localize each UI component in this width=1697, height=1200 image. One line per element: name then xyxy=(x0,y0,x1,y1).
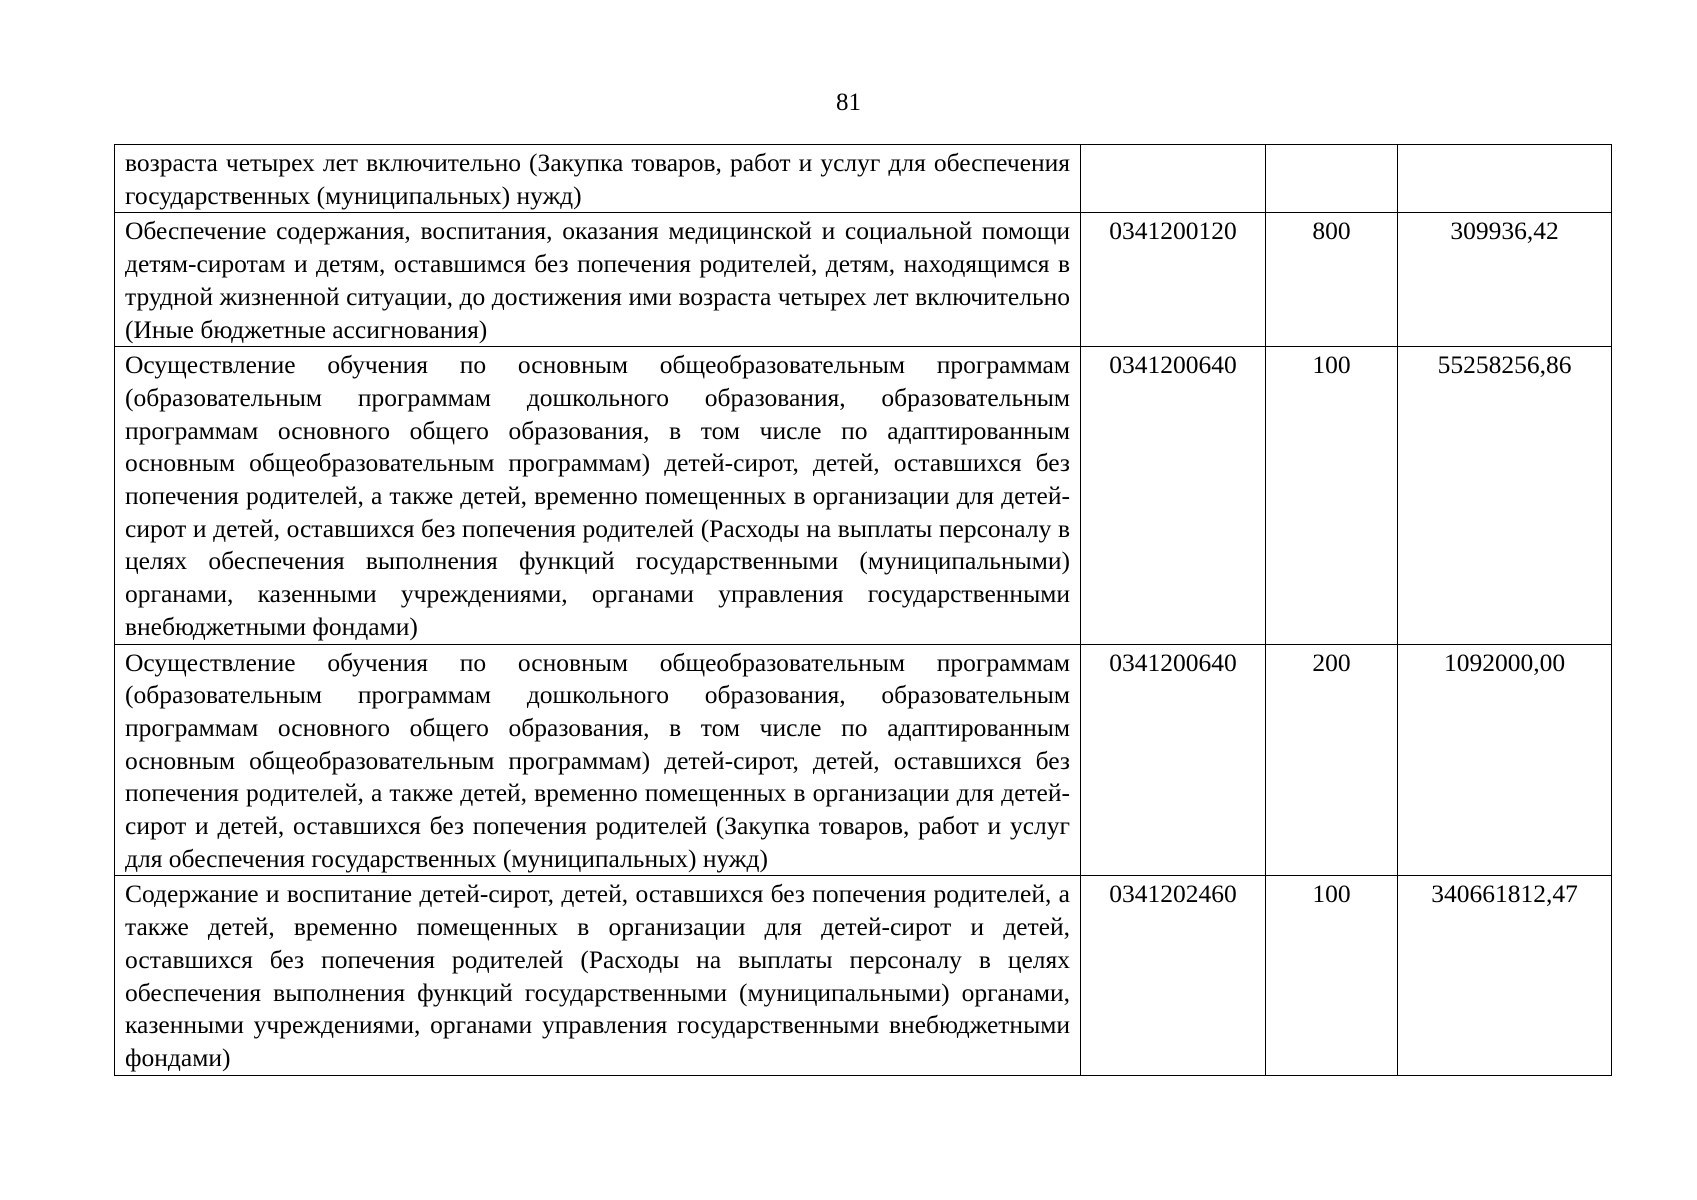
table-row xyxy=(115,213,1612,347)
row-code xyxy=(1081,145,1266,213)
row-code: 0341200640 xyxy=(1081,347,1266,644)
row-description: Осуществление обучения по основным общеобразовательным программам (образовательным программам дошкольного образования, образовательным программам основного общего образования, в том числе по адаптированным основным общеобразовательным программам) детей-сирот, детей, оставшихся без попечения родителей, а также детей, временно помещенных в организации для детей-сирот и детей, оставшихся без попечения родителей (Закупка товаров, работ и услуг для обеспечения государственных (муниципальных) нужд) xyxy=(115,644,1081,876)
table-row xyxy=(115,876,1612,1075)
row-amount: 309936,42 xyxy=(1398,213,1612,347)
table-row xyxy=(115,347,1612,644)
row-expense-type: 200 xyxy=(1266,644,1398,876)
row-description: Содержание и воспитание детей-сирот, детей, оставшихся без попечения родителей, а также детей, временно помещенных в организации для детей-сирот и детей, оставшихся без попечения родителей (Расходы на выплаты персоналу в целях обеспечения выполнения функций государственными (муниципальными) органами, казенными учреждениями, органами управления государственными внебюджетными фондами) xyxy=(115,876,1081,1075)
row-amount: 1092000,00 xyxy=(1398,644,1612,876)
row-expense-type: 100 xyxy=(1266,347,1398,644)
row-description: Обеспечение содержания, воспитания, оказания медицинской и социальной помощи детям-сиротам и детям, оставшимся без попечения родителей, детям, находящимся в трудной жизненной ситуации, до достижения ими возраста четырех лет включительно (Иные бюджетные ассигнования) xyxy=(115,213,1081,347)
row-amount: 340661812,47 xyxy=(1398,876,1612,1075)
row-code: 0341200120 xyxy=(1081,213,1266,347)
row-amount xyxy=(1398,145,1612,213)
row-code: 0341200640 xyxy=(1081,644,1266,876)
row-description: Осуществление обучения по основным общеобразовательным программам (образовательным программам дошкольного образования, образовательным программам основного общего образования, в том числе по адаптированным основным общеобразовательным программам) детей-сирот, детей, оставшихся без попечения родителей, а также детей, временно помещенных в организации для детей-сирот и детей, оставшихся без попечения родителей (Расходы на выплаты персоналу в целях обеспечения выполнения функций государственными (муниципальными) органами, казенными учреждениями, органами управления государственными внебюджетными фондами) xyxy=(115,347,1081,644)
row-description: возраста четырех лет включительно (Закупка товаров, работ и услуг для обеспечения государственных (муниципальных) нужд) xyxy=(115,145,1081,213)
table-row xyxy=(115,145,1612,213)
table-row xyxy=(115,644,1612,876)
row-expense-type: 800 xyxy=(1266,213,1398,347)
page-number: 81 xyxy=(836,89,861,116)
row-amount: 55258256,86 xyxy=(1398,347,1612,644)
row-expense-type: 100 xyxy=(1266,876,1398,1075)
row-expense-type xyxy=(1266,145,1398,213)
row-code: 0341202460 xyxy=(1081,876,1266,1075)
budget-table xyxy=(114,144,1612,1076)
